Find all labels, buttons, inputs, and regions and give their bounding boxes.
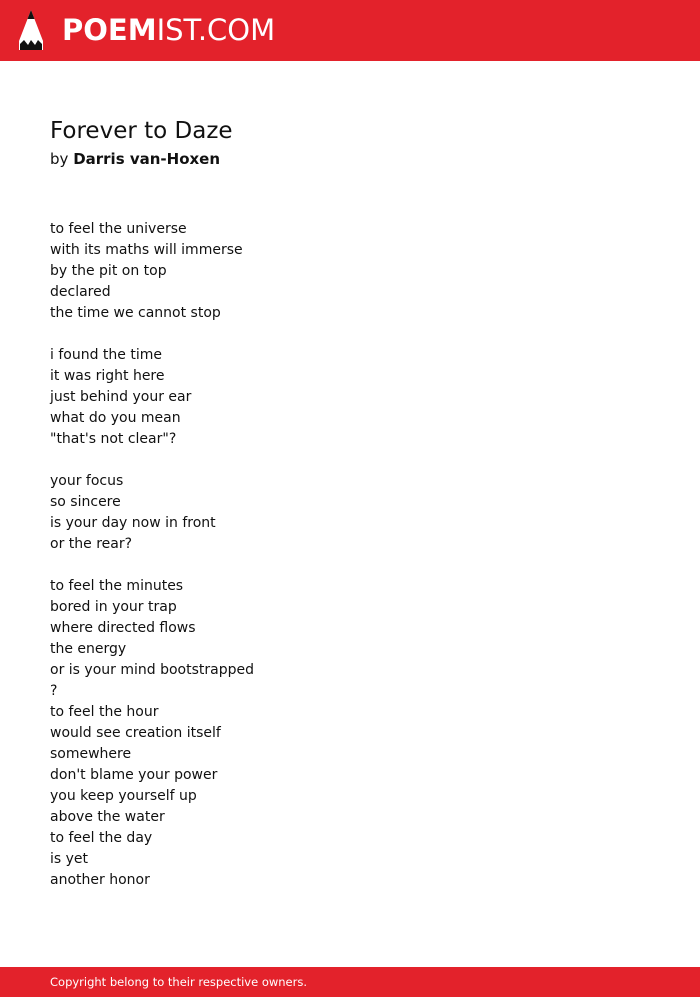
- poem-line: so sincere: [50, 494, 121, 510]
- byline: [50, 149, 220, 169]
- poem-line: with its maths will immerse: [50, 242, 243, 258]
- poem-line: declared: [50, 284, 111, 300]
- copyright-text: Copyright belong to their respective owners.: [50, 975, 308, 989]
- poem-line: it was right here: [50, 368, 165, 384]
- poem-line: by the pit on top: [50, 263, 167, 279]
- poem-line: the energy: [50, 641, 127, 657]
- poem-line: where directed flows: [50, 620, 196, 636]
- author-name: Darris van-Hoxen: [73, 150, 221, 168]
- stanza-break: [50, 324, 650, 345]
- poem-line: i found the time: [50, 347, 162, 363]
- poem-line: above the water: [50, 809, 165, 825]
- poem-title: Forever to Daze: [50, 118, 233, 144]
- poem-line: somewhere: [50, 746, 132, 762]
- poem-line: to feel the universe: [50, 221, 187, 237]
- poem-line: don't blame your power: [50, 767, 218, 783]
- stanza-break: [50, 450, 650, 471]
- site-footer: [0, 967, 700, 997]
- poem-line: "that's not clear"?: [50, 431, 177, 447]
- by-label: by: [50, 150, 69, 168]
- poem-line: your focus: [50, 473, 124, 489]
- poem-line: is your day now in front: [50, 515, 216, 531]
- site-logo[interactable]: [62, 11, 275, 49]
- poem-line: to feel the minutes: [50, 578, 184, 594]
- poem-line: or the rear?: [50, 536, 133, 552]
- poem-line: bored in your trap: [50, 599, 177, 615]
- poem-line: what do you mean: [50, 410, 181, 426]
- poem-line: to feel the hour: [50, 704, 159, 720]
- poem-line: would see creation itself: [50, 725, 221, 741]
- poem-line: just behind your ear: [50, 389, 192, 405]
- poem-line: you keep yourself up: [50, 788, 197, 804]
- poem-line: another honor: [50, 872, 150, 888]
- logo-text-light: IST.COM: [156, 13, 276, 47]
- poem-body: [50, 219, 650, 891]
- pencil-logo-icon[interactable]: [17, 9, 45, 51]
- poem-line: the time we cannot stop: [50, 305, 221, 321]
- stanza-break: [50, 555, 650, 576]
- poem-line: or is your mind bootstrapped: [50, 662, 254, 678]
- poem-line: is yet: [50, 851, 89, 867]
- site-header: [0, 0, 700, 61]
- logo-text-bold: POEM: [62, 13, 157, 47]
- poem-line: to feel the day: [50, 830, 153, 846]
- poem-line: ?: [50, 683, 58, 699]
